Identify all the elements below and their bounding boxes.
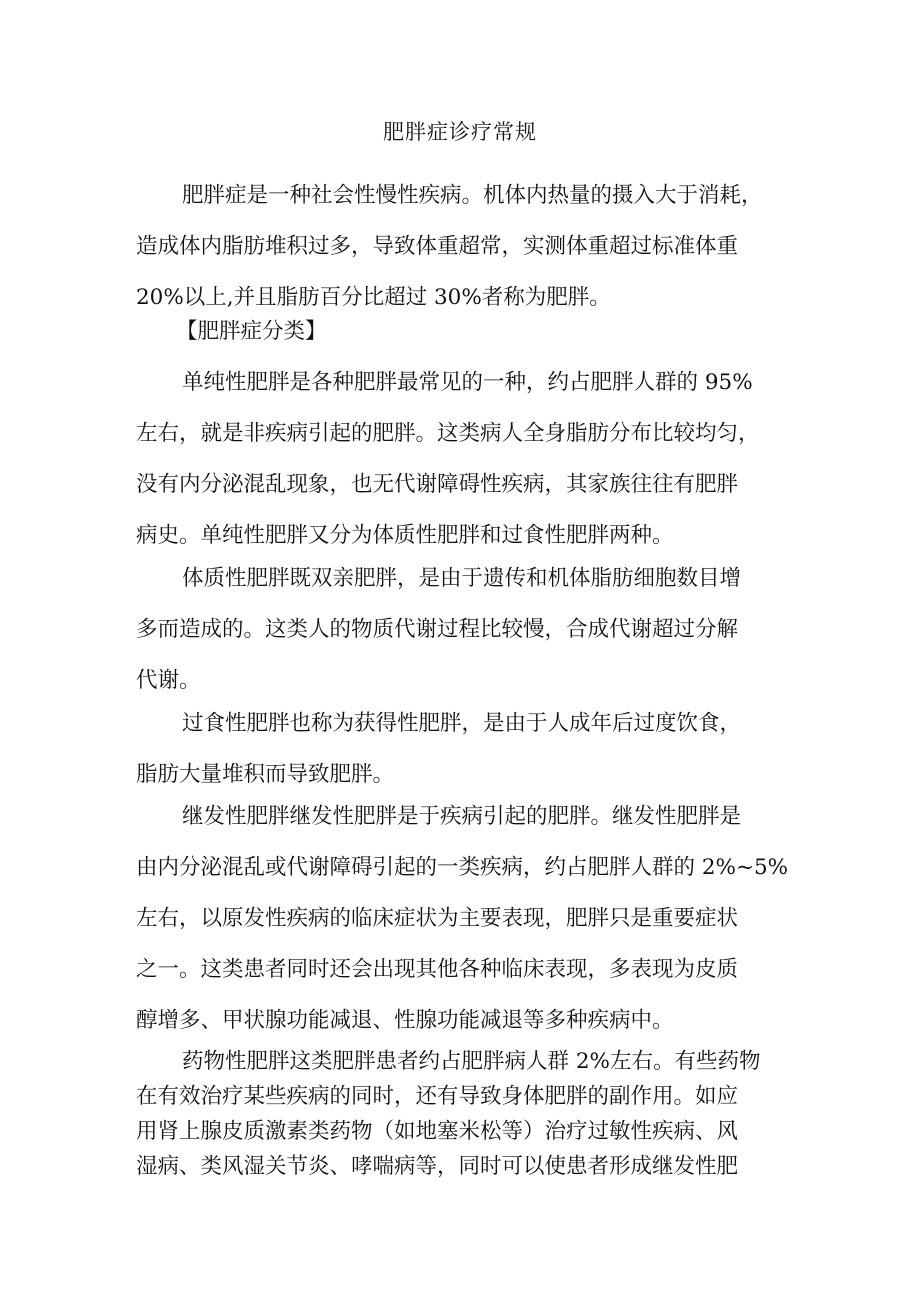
- text-line: 代谢。: [136, 668, 201, 693]
- text-line: 湿病、类风湿关节炎、哮喘病等，同时可以使患者形成继发性肥: [136, 1154, 739, 1179]
- text-line: 多而造成的。这类人的物质代谢过程比较慢，合成代谢超过分解: [136, 617, 739, 642]
- text-line: 用肾上腺皮质激素类药物（如地塞米松等）治疗过敏性疾病、风: [136, 1119, 739, 1144]
- simple-obesity-paragraph: [136, 357, 796, 561]
- text-line: 单纯性肥胖是各种肥胖最常见的一种，约占肥胖人群的 95%: [182, 370, 753, 395]
- text-line: 脂肪大量堆积而导致肥胖。: [136, 762, 395, 787]
- text-line: 由内分泌混乱或代谢障碍引起的一类疾病，约占肥胖人群的 2%~5%: [136, 855, 789, 880]
- section-heading: 【肥胖症分类】: [176, 319, 327, 344]
- document-title: 肥胖症诊疗常规: [383, 120, 537, 144]
- text-line: 左右，以原发性疾病的临床症状为主要表现，肥胖只是重要症状: [136, 906, 739, 931]
- text-line: 之一。这类患者同时还会出现其他各种临床表现，多表现为皮质: [136, 957, 739, 982]
- text-line: 肥胖症是一种社会性慢性疾病。机体内热量的摄入大于消耗，: [182, 183, 763, 208]
- constitutional-obesity-paragraph: [136, 553, 796, 706]
- overeating-obesity-paragraph: [136, 698, 796, 800]
- text-line: 继发性肥胖继发性肥胖是于疾病引起的肥胖。继发性肥胖是: [182, 804, 742, 829]
- text-line: 药物性肥胖这类肥胖患者约占肥胖病人群 2%左右。有些药物: [182, 1049, 761, 1074]
- text-line: 病史。单纯性肥胖又分为体质性肥胖和过食性肥胖两种。: [136, 523, 674, 548]
- text-line: 左右，就是非疾病引起的肥胖。这类病人全身脂肪分布比较均匀，: [136, 421, 760, 446]
- drug-obesity-paragraph: [136, 1044, 796, 1184]
- secondary-obesity-paragraph: [136, 791, 796, 1046]
- text-line: 在有效治疗某些疾病的同时，还有导致身体肥胖的副作用。如应: [136, 1084, 739, 1109]
- text-line: 没有内分泌混乱现象，也无代谢障碍性疾病，其家族往往有肥胖: [136, 472, 739, 497]
- text-line: 过食性肥胖也称为获得性肥胖，是由于人成年后过度饮食，: [182, 711, 742, 736]
- text-line: 体质性肥胖既双亲肥胖，是由于遗传和机体脂肪细胞数目增: [182, 566, 742, 591]
- text-line: 造成体内脂肪堆积过多，导致体重超常，实测体重超过标准体重: [136, 234, 739, 259]
- text-line: 20%以上,并且脂肪百分比超过 30%者称为肥胖。: [136, 285, 611, 310]
- text-line: 醇增多、甲状腺功能减退、性腺功能减退等多种疾病中。: [136, 1008, 674, 1033]
- intro-paragraph: [136, 170, 796, 323]
